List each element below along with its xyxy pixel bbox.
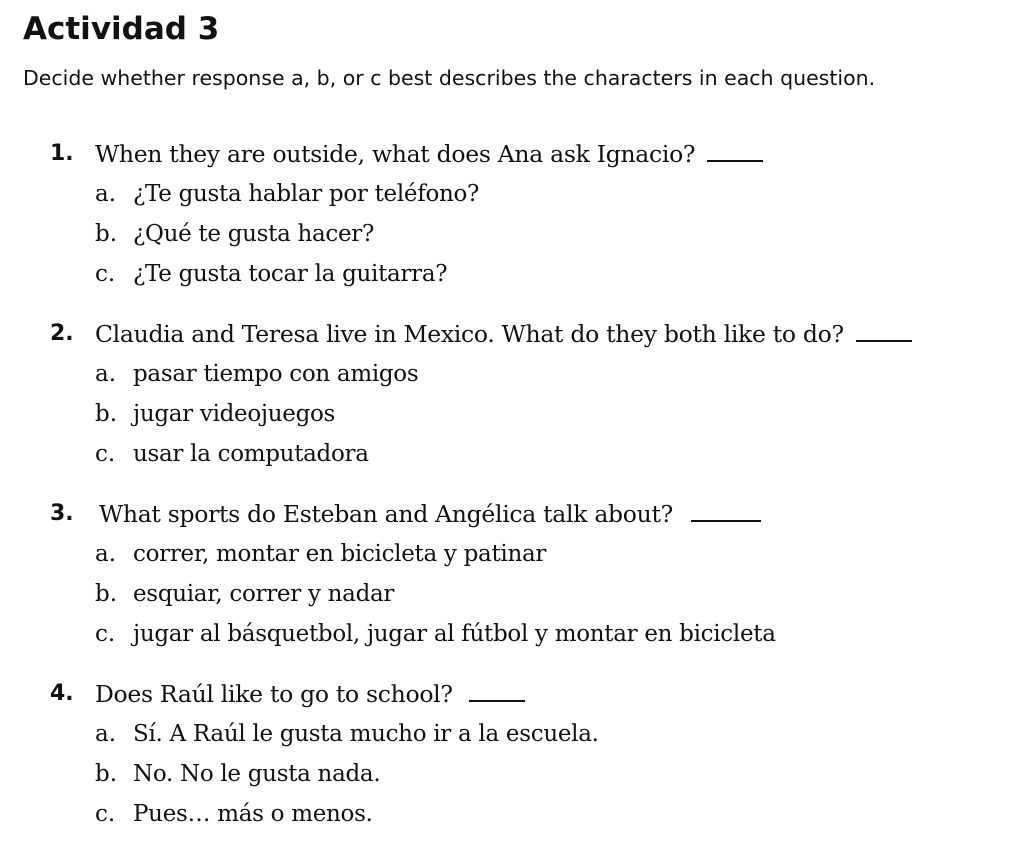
answer-blank[interactable] xyxy=(469,678,525,702)
option-a xyxy=(0,534,1028,574)
option-text: jugar videojuegos xyxy=(133,401,336,427)
question-text-wrapper xyxy=(99,494,761,534)
question-number: 2. xyxy=(50,321,74,346)
option-b xyxy=(0,574,1028,614)
page-title: Actividad 3 xyxy=(23,11,220,47)
question-number: 3. xyxy=(50,501,74,526)
option-text: correr, montar en bicicleta y patinar xyxy=(133,541,547,567)
option-letter: c. xyxy=(95,801,116,827)
option-letter: b. xyxy=(95,401,118,427)
option-b xyxy=(0,214,1028,254)
option-letter: b. xyxy=(95,581,118,607)
option-text: Sí. A Raúl le gusta mucho ir a la escuela. xyxy=(133,721,599,747)
option-text: pasar tiempo con amigos xyxy=(133,361,419,387)
option-letter: a. xyxy=(95,361,117,387)
question-text: What sports do Esteban and Angélica talk about? xyxy=(99,500,673,528)
question-line xyxy=(0,314,1028,354)
question-line xyxy=(0,494,1028,534)
question-number: 1. xyxy=(50,141,74,166)
question-text-wrapper xyxy=(95,674,525,714)
answer-blank[interactable] xyxy=(856,318,912,342)
question-line xyxy=(0,134,1028,174)
option-letter: a. xyxy=(95,541,117,567)
option-a xyxy=(0,714,1028,754)
option-b xyxy=(0,754,1028,794)
question-text-wrapper xyxy=(95,134,763,174)
option-text: jugar al básquetbol, jugar al fútbol y montar en bicicleta xyxy=(133,621,776,647)
question-text: Does Raúl like to go to school? xyxy=(95,680,453,708)
answer-blank[interactable] xyxy=(707,138,763,162)
option-text: esquiar, correr y nadar xyxy=(133,581,395,607)
option-c xyxy=(0,614,1028,654)
option-text: ¿Te gusta hablar por teléfono? xyxy=(133,181,480,207)
question-text: When they are outside, what does Ana ask Ignacio? xyxy=(95,140,696,168)
option-text: ¿Te gusta tocar la guitarra? xyxy=(133,261,448,287)
option-letter: c. xyxy=(95,261,116,287)
option-c xyxy=(0,794,1028,834)
option-letter: c. xyxy=(95,441,116,467)
question-2 xyxy=(0,314,1028,474)
option-c xyxy=(0,254,1028,294)
option-b xyxy=(0,394,1028,434)
question-text-wrapper xyxy=(95,314,912,354)
answer-blank[interactable] xyxy=(691,498,761,522)
question-number: 4. xyxy=(50,681,74,706)
option-letter: a. xyxy=(95,721,117,747)
option-text: usar la computadora xyxy=(133,441,369,467)
option-a xyxy=(0,174,1028,214)
question-text: Claudia and Teresa live in Mexico. What do they both like to do? xyxy=(95,320,844,348)
option-text: No. No le gusta nada. xyxy=(133,761,381,787)
option-text: Pues… más o menos. xyxy=(133,801,373,827)
question-3 xyxy=(0,494,1028,654)
option-a xyxy=(0,354,1028,394)
option-letter: b. xyxy=(95,221,118,247)
option-letter: b. xyxy=(95,761,118,787)
question-1 xyxy=(0,134,1028,294)
instructions-text: Decide whether response a, b, or c best describes the characters in each question. xyxy=(23,66,876,90)
option-c xyxy=(0,434,1028,474)
question-4 xyxy=(0,674,1028,834)
option-letter: a. xyxy=(95,181,117,207)
option-letter: c. xyxy=(95,621,116,647)
option-text: ¿Qué te gusta hacer? xyxy=(133,221,375,247)
question-line xyxy=(0,674,1028,714)
